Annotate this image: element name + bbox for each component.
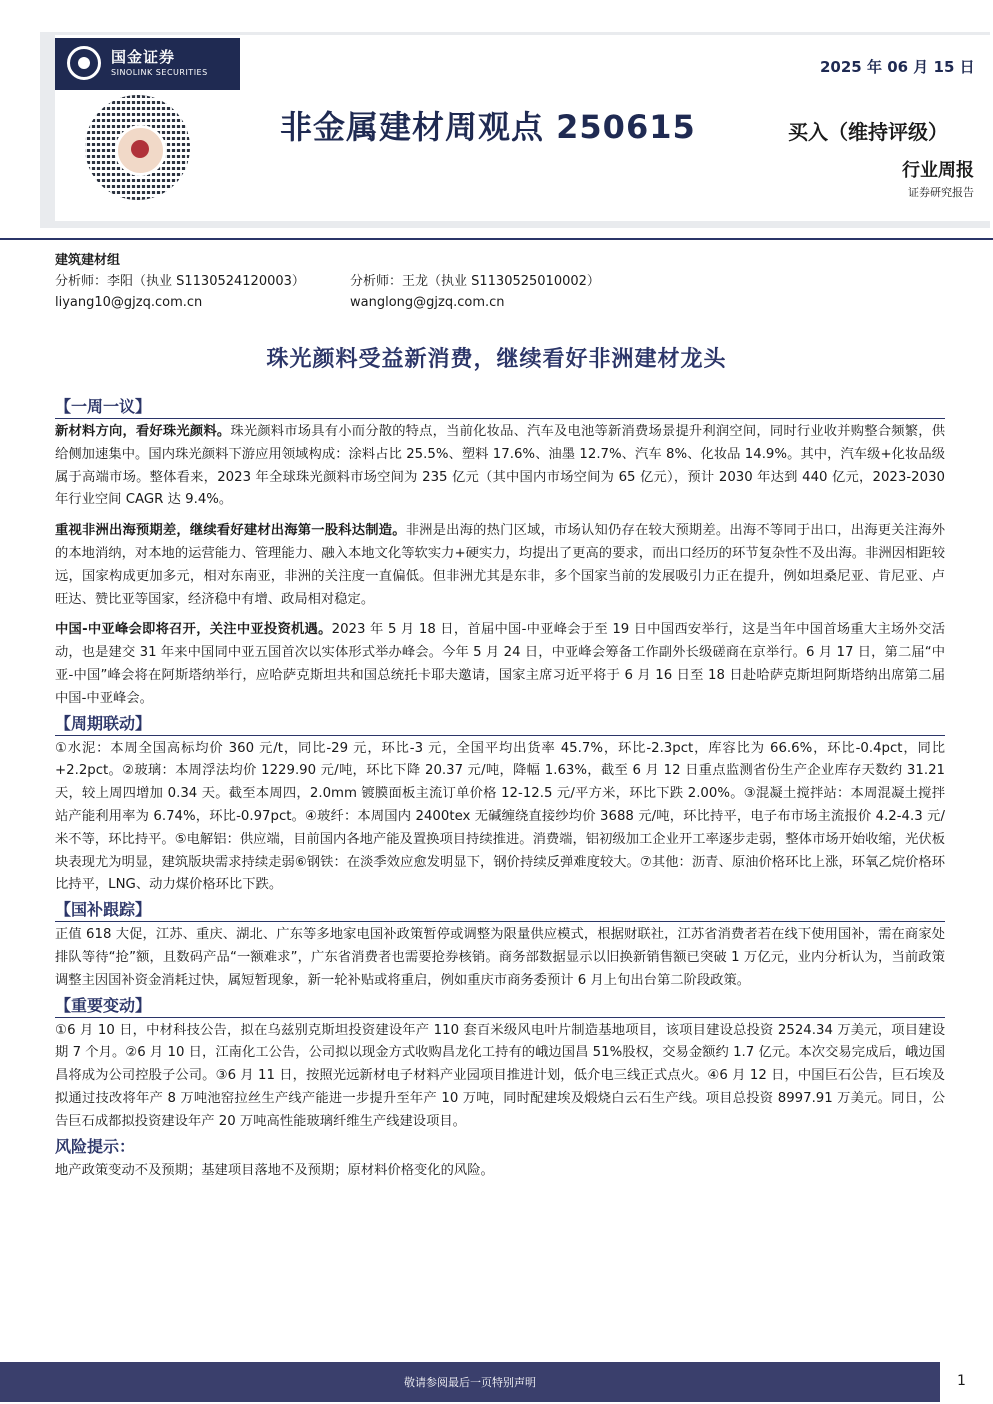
- paragraph-lead: 新材料方向，看好珠光颜料。: [55, 424, 231, 439]
- report-type: 行业周报: [902, 160, 974, 181]
- paragraph: ①水泥：本周全国高标均价 360 元/t，同比-29 元，环比-3 元，全国平均出货率 45.7%，环比-2.3pct，库容比为 66.6%，环比-0.4pct，同比+2.2pct。②玻璃：本周浮法均价 1229.90 元/吨，环比下降 20.37 元/吨，降幅 1.63%，截至 6 月 12 日重点监测省份生产企业库存天数约 31.21 天，较上周四增加 0.34 天。截至本周四，2.0mm 镀膜面板主流订单价格 12-12.5 元/平方米，环比下跌 2.00%。③混凝土搅拌站：本周混凝土搅拌站产能利用率为 6.74%，环比-0.97pct。④玻纤：本周国内 2400tex 无碱缠绕直接纱均价 3688 元/吨，环比持平，电子布市场主流报价 4.2-4.3 元/米不等，环比持平。⑤电解铝：供应端，目前国内各地产能及置换项目持续推进。消费端，铝初级加工企业开工率逐步走弱，整体市场开始收缩，光伏板块表现尤为明显，建筑版块需求持续走弱⑥钢铁：在淡季效应愈发明显下，钢价持续反弹难度较大。⑦其他：沥青、原油价格环比上涨，环氧乙烷价格环比持平，LNG、动力煤价格环比下跌。: [55, 740, 945, 893]
- section-risk-title: 风险提示：: [55, 1136, 136, 1156]
- header-divider: [0, 238, 993, 240]
- paragraph-lead: 中国-中亚峰会即将召开，关注中亚投资机遇。: [55, 622, 332, 638]
- footer-bar: [0, 1362, 940, 1402]
- paragraph: 地产政策变动不及预期；基建项目落地不及预期；原材料价格变化的风险。: [55, 1162, 494, 1178]
- logo-cn: 国金证券: [111, 48, 176, 66]
- rating: 买入（维持评级）: [788, 120, 948, 144]
- section-subsidy-title: 【国补跟踪】: [55, 899, 945, 922]
- paragraph-text: 非洲是出海的热门区域，市场认知仍存在较大预期差。出海不等同于出口，出海更关注海外的本地消纳，对本地的运营能力、管理能力、融入本地文化等软实力+硬实力，均提出了更高的要求，而出口经历的环节复杂性不及出海。非洲因相距较远，国家构成更加多元，相对东南亚，非洲的关注度一直偏低。但非洲尤其是东非，多个国家当前的发展吸引力正在提升，例如坦桑尼亚、肯尼亚、卢旺达、赞比亚等国家，经济稳中有增、政局相对稳定。: [55, 523, 946, 607]
- analyst-block-2: [350, 271, 600, 313]
- paragraph: ①6 月 10 日，中材科技公告，拟在乌兹别克斯坦投资建设年产 110 套百米级风电叶片制造基地项目，该项目建设总投资 2524.34 万美元，项目建设期 7 个月。②6 月 10 日，江南化工公告，公司拟以现金方式收购昌龙化工持有的峨边国昌 51%股权，交易金额约 1.7 亿元。本次交易完成后，峨边国昌将成为公司控股子公司。③6 月 11 日，按照光远新材电子材料产业园项目推进计划，低介电三线正式点火。④6 月 12 日，中国巨石公告，巨石埃及拟通过技改将年产 8 万吨池窑拉丝生产线产能进一步提升至年产 10 万吨，同时配建埃及煅烧白云石生产线。项目总投资 8997.91 万美元。同日，公告巨石成都拟投资建设年产 20 万吨高性能玻璃纤维生产线建设项目。: [55, 1022, 945, 1129]
- logo-en: SINOLINK SECURITIES: [111, 68, 208, 77]
- report-body: [55, 396, 945, 1190]
- report-subtype: 证券研究报告: [908, 186, 974, 199]
- paragraph: [55, 619, 945, 710]
- footer-disclaimer: 敬请参阅最后一页特别声明: [404, 1376, 536, 1389]
- report-date: 2025 年 06 月 15 日: [820, 58, 975, 76]
- analyst-2: 分析师：王龙（执业 S1130525010002）: [350, 274, 600, 289]
- paragraph-text: 2023 年 5 月 18 日，首届中国-中亚峰会于至 19 日中国西安举行，这是当年中国首场重大主场外交活动，也是建交 31 年来中国同中亚五国首次以实体形式举办峰会。今年 5 月 24 日，中亚峰会筹备工作副外长级磋商在京举行。6 月 17 日，第二届“中亚-中国”峰会将在阿斯塔纳举行，应哈萨克斯坦共和国总统托卡耶夫邀请，国家主席习近平将于 6 月 16 日至 18 日赴哈萨克斯坦阿斯塔纳出席第二届中国-中亚峰会。: [55, 622, 945, 706]
- analyst-block: [55, 250, 305, 313]
- company-logo: [55, 38, 240, 90]
- research-group: 建筑建材组: [55, 253, 121, 268]
- paragraph-text: 珠光颜料市场具有小而分散的特点，当前化妆品、汽车及电池等新消费场景提升利润空间，同时行业收并购整合频繁，供给侧加速集中。国内珠光颜料下游应用领域构成：涂料占比 25.5%、塑料 17.6%、油墨 12.7%、汽车 8%、化妆品 14.9%。其中，汽车级+化妆品级属于高端市场。整体看来，2023 年全球珠光颜料市场空间为 235 亿元（其中国内市场空间为 65 亿元），预计 2030 年达到 440 亿元，2023-2030 年行业空间 CAGR 达 9.4%。: [55, 424, 946, 508]
- analyst-1: 分析师：李阳（执业 S1130524120003）: [55, 274, 305, 289]
- section-cycle-title: 【周期联动】: [55, 713, 945, 736]
- page-number: 1: [957, 1373, 966, 1389]
- qr-code-icon: [85, 95, 190, 200]
- paragraph: 正值 618 大促，江苏、重庆、湖北、广东等多地家电国补政策暂停或调整为限量供应模式，根据财联社，江苏省消费者若在线下使用国补，需在商家处排队等待“抢”额，且数码产品“一额难求”，广东省消费者也需要抢券核销。商务部数据显示以旧换新销售额已突破 1 万亿元，业内分析认为，当前政策调整主因国补资金消耗过快，属短暂现象，新一轮补贴或将重启，例如重庆市商务委预计 6 月上旬出台第二阶段政策。: [55, 927, 945, 988]
- analyst-2-email[interactable]: wanglong@gjzq.com.cn: [350, 295, 505, 310]
- analyst-1-email[interactable]: liyang10@gjzq.com.cn: [55, 295, 203, 310]
- headline: 珠光颜料受益新消费，继续看好非洲建材龙头: [266, 347, 727, 372]
- qr-logo-icon: [115, 125, 166, 176]
- paragraph-lead: 重视非洲出海预期差，继续看好建材出海第一股科达制造。: [55, 523, 406, 539]
- paragraph: [55, 520, 945, 611]
- section-changes-title: 【重要变动】: [55, 995, 945, 1018]
- report-title: 非金属建材周观点 250615: [280, 108, 696, 146]
- paragraph: [55, 421, 945, 512]
- section-weekly-view-title: 【一周一议】: [55, 396, 945, 419]
- logo-mark-icon: [67, 46, 101, 80]
